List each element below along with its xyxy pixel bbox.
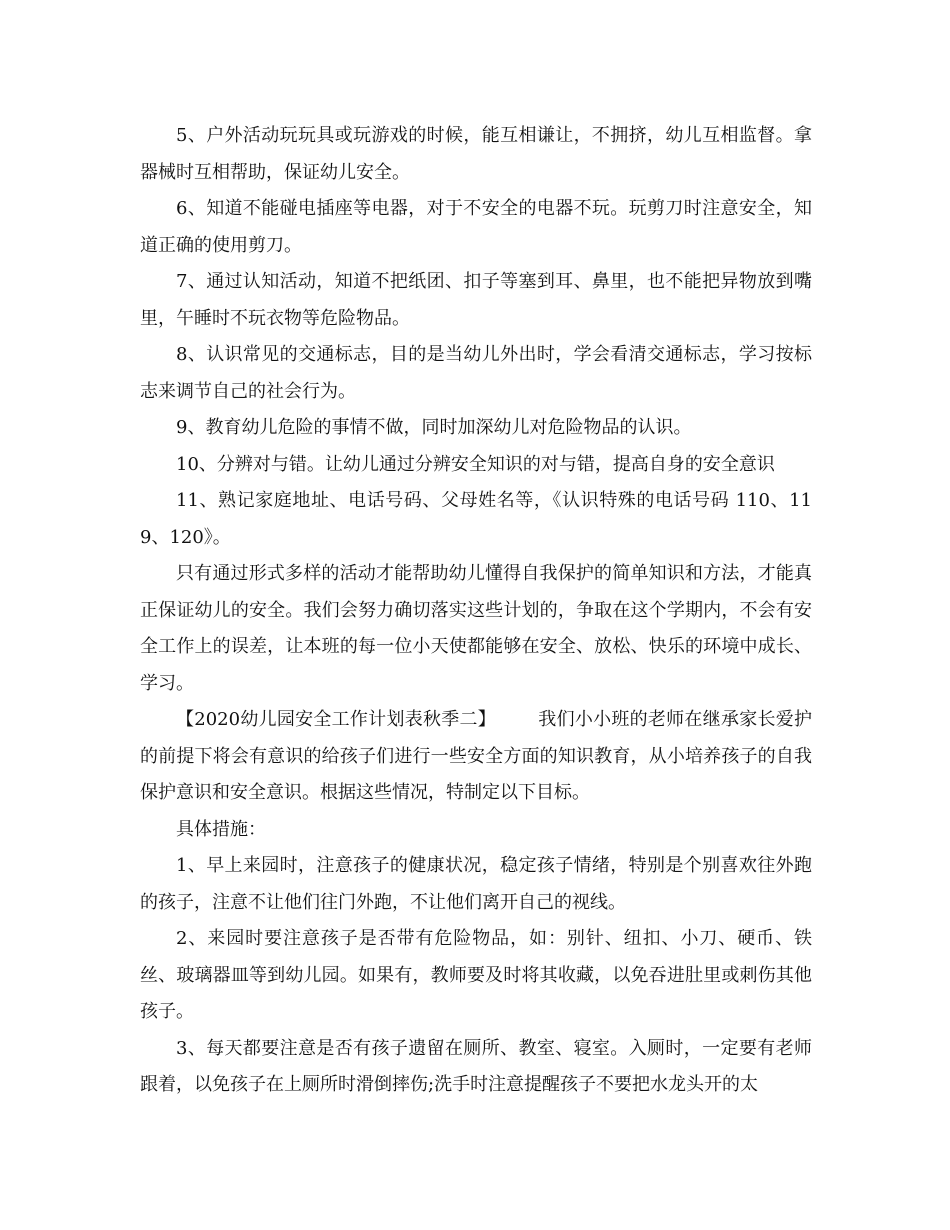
paragraph-item-9: 9、教育幼儿危险的事情不做，同时加深幼儿对危险物品的认识。 xyxy=(176,417,692,438)
paragraph-item-6: 6、知道不能碰电插座等电器，对于不安全的电器不玩。玩剪刀时注意安全，知道正确的使用剪刀。 xyxy=(140,198,812,256)
section-intro: 我们小小班的老师在继承家长爱护的前提下将会有意识的给孩子们进行一些安全方面的知识教育，从小培养孩子的自我保护意识和安全意识。根据这些情况，特制定以下目标。 xyxy=(140,709,813,803)
measure-item-1: 1、早上来园时，注意孩子的健康状况，稳定孩子情绪，特别是个别喜欢往外跑的孩子，注意不让他们往门外跑，不让他们离开自己的视线。 xyxy=(140,855,812,913)
measure-item-3: 3、每天都要注意是否有孩子遗留在厕所、教室、寝室。入厕时，一定要有老师跟着，以免孩子在上厕所时滑倒摔伤;洗手时注意提醒孩子不要把水龙头开的太 xyxy=(140,1037,812,1095)
paragraph-item-7: 7、通过认知活动，知道不把纸团、扣子等塞到耳、鼻里，也不能把异物放到嘴里，午睡时不玩衣物等危险物品。 xyxy=(140,271,812,329)
measure-item-2: 2、来园时要注意孩子是否带有危险物品，如：别针、纽扣、小刀、硬币、铁丝、玻璃器皿等到幼儿园。如果有，教师要及时将其收藏，以免吞进肚里或刺伤其他孩子。 xyxy=(140,928,812,1022)
paragraph-item-5: 5、户外活动玩玩具或玩游戏的时候，能互相谦让，不拥挤，幼儿互相监督。拿器械时互相帮助，保证幼儿安全。 xyxy=(140,125,812,183)
section-paragraph xyxy=(140,702,812,812)
measures-label: 具体措施： xyxy=(176,818,266,840)
section-heading: 【2020幼儿园安全工作计划表秋季二】 xyxy=(176,709,497,730)
paragraph-conclusion: 只有通过形式多样的活动才能帮助幼儿懂得自我保护的简单知识和方法，才能真正保证幼儿的安全。我们会努力确切落实这些计划的，争取在这个学期内，不会有安全工作上的误差，让本班的每一位小天使都能够在安全、放松、快乐的环境中成长、学习。 xyxy=(140,563,812,694)
paragraph-item-10: 10、分辨对与错。让幼儿通过分辨安全知识的对与错，提高自身的安全意识 xyxy=(176,453,775,475)
paragraph-item-11: 11、熟记家庭地址、电话号码、父母姓名等，《认识特殊的电话号码 110、119、120》。 xyxy=(140,490,812,548)
document-body xyxy=(140,118,812,1104)
paragraph-item-8: 8、认识常见的交通标志，目的是当幼儿外出时，学会看清交通标志，学习按标志来调节自己的社会行为。 xyxy=(140,344,812,402)
